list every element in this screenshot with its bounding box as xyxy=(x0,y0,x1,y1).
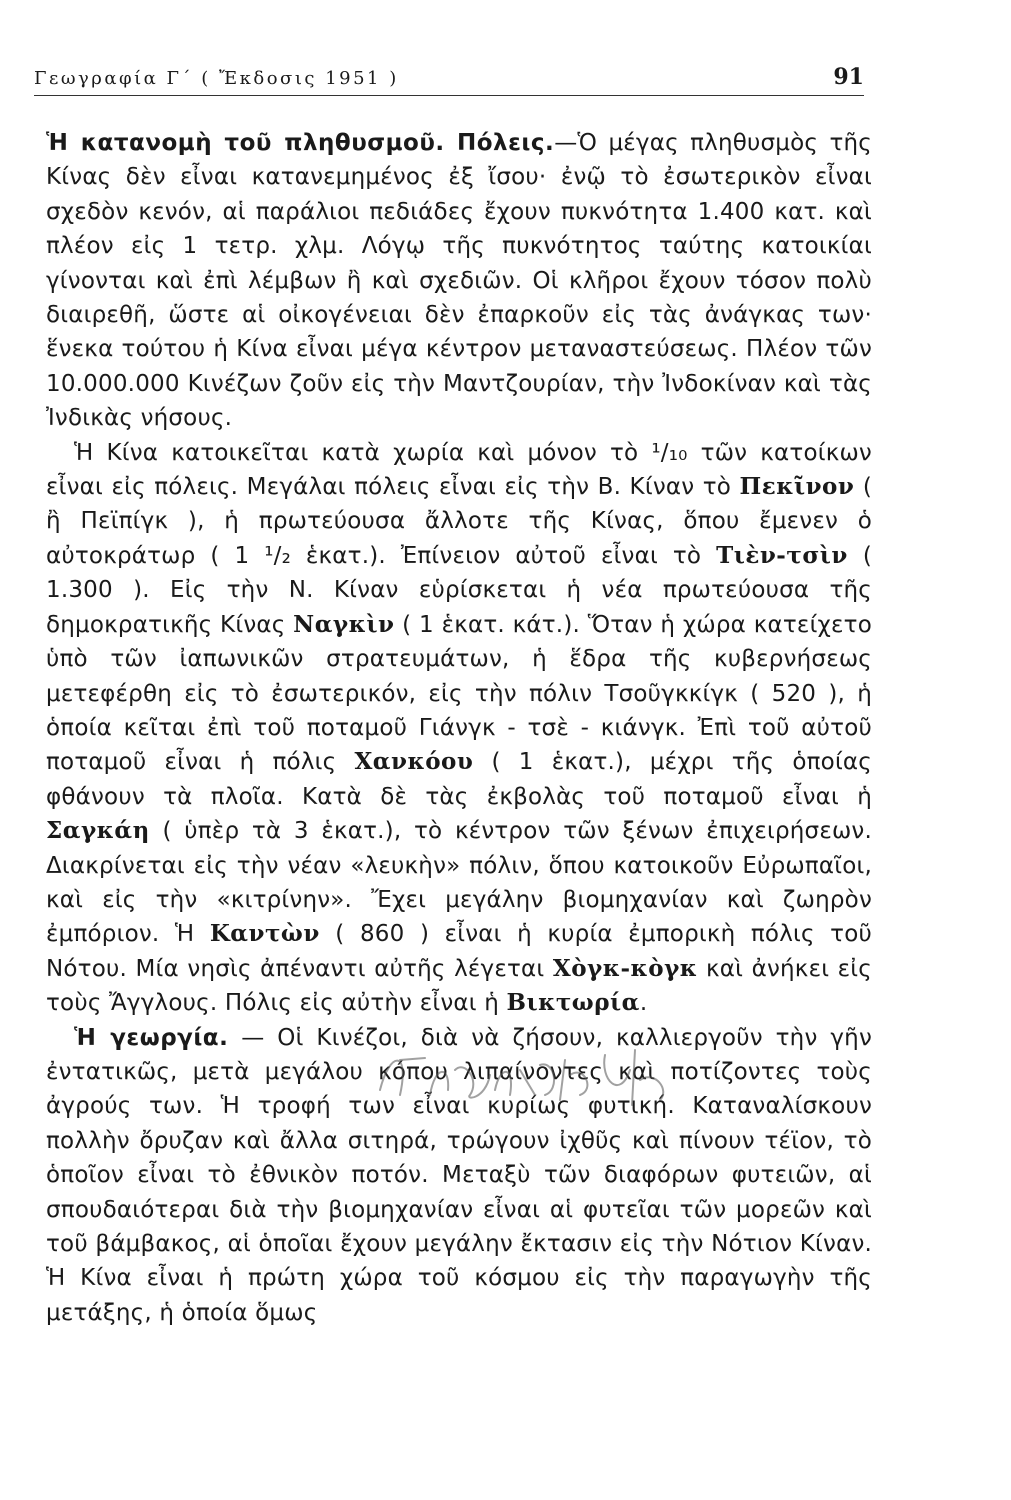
city-name-tientsin: Τιὲν-τσὶν xyxy=(716,541,848,569)
paragraph-text: —Ὁ μέγας πληθυσμὸς τῆς Κίνας δὲν εἶναι κατανεμημένος ἐξ ἴσου· ἐνῷ τὸ ἐσωτερικὸν εἶναι σχεδὸν κενόν, αἱ παράλιοι πεδιάδες ἔχουν πυκνότητα 1.400 κατ. καὶ πλέον εἰς 1 τετρ. χλμ. Λόγῳ τῆς πυκνότητος ταύτης κατοικίαι γίνονται καὶ ἐπὶ λέμβων ἢ καὶ σχεδιῶν. Οἱ κλῆροι ἔχουν τόσον πολὺ διαιρεθῆ, ὥστε αἱ οἰκογένειαι δὲν ἐπαρκοῦν εἰς τὰς ἀνάγκας των· ἕνεκα τούτου ἡ Κίνα εἶναι μέγα κέντρον μεταναστεύσεως. Πλέον τῶν 10.000.000 Κινέζων ζοῦν εἰς τὴν Μαντζουρίαν, τὴν Ἰνδοκίναν καὶ τὰς Ἰνδικὰς νήσους. xyxy=(46,130,872,432)
paragraph-text: ( ὑπὲρ τὰ 3 ἑκατ.), τὸ κέντρον τῶν ξένων ἐπιχειρήσεων. Διακρίνεται εἰς τὴν νέαν «λευκὴν» πόλιν, ὅπου κατοικοῦν Εὐρωπαῖοι, καὶ εἰς τὴν «κιτρίνην». Ἔχει μεγάλην βιομηχανίαν καὶ ζωηρὸν ἐμπόριον. Ἡ xyxy=(46,818,872,948)
paragraph-cities xyxy=(46,436,872,1021)
paragraph-text: ( 860 ) εἶναι ἡ κυρία ἐμπορικὴ πόλις τοῦ Νότου. Μία νησὶς ἀπέναντι αὐτῆς λέγεται xyxy=(46,921,873,982)
body-text xyxy=(46,126,872,1330)
section-heading-population: Ἡ κατανομὴ τοῦ πληθυσμοῦ. Πόλεις. xyxy=(46,130,555,156)
city-name-shanghai: Σαγκάη xyxy=(46,817,150,845)
paragraph-text: ( 1.300 ). Εἰς τὴν Ν. Κίναν εὑρίσκεται ἡ νέα πρωτεύουσα τῆς δημοκρατικῆς Κίνας xyxy=(46,542,872,638)
city-name-peking: Πεκῖνον xyxy=(739,473,855,501)
paragraph-text: ( 1 ἑκατ. κάτ.). Ὅταν ἡ χώρα κατείχετο ὑπὸ τῶν ἰαπωνικῶν στρατευμάτων, ἡ ἕδρα τῆς κυβερνήσεως μετεφέρθη εἰς τὸ ἐσωτερικόν, εἰς τὴν πόλιν Τσοῦγκκίγκ ( 520 ), ἡ ὁποία κεῖται ἐπὶ τοῦ ποταμοῦ Γιάνγκ - τσὲ - κιάνγκ. Ἐπὶ τοῦ αὐτοῦ ποταμοῦ εἶναι ἡ πόλις xyxy=(46,611,872,776)
paragraph-text: Ἡ Κίνα κατοικεῖται κατὰ χωρία καὶ μόνον τὸ ¹/₁₀ τῶν κατοίκων εἶναι εἰς πόλεις. Μεγάλαι πόλεις εἶναι εἰς τὴν Β. Κίναν τὸ xyxy=(46,439,872,501)
paragraph-text: ( 1 ἑκατ.), μέχρι τῆς ὁποίας φθάνουν τὰ πλοῖα. Κατὰ δὲ τὰς ἐκβολὰς τοῦ ποταμοῦ εἶναι ἡ xyxy=(46,749,872,810)
paragraph-text: — Οἱ Κινέζοι, διὰ νὰ ζήσουν, καλλιεργοῦν τὴν γῆν ἐντατικῶς, μετὰ μεγάλου κόπου λιπαίνοντες καὶ ποτίζοντες τοὺς ἀγρούς των. Ἡ τροφή των εἶναι κυρίως φυτική. Καταναλίσκουν πολλὴν ὄρυζαν καὶ ἄλλα σιτηρά, τρώγουν ἰχθῦς καὶ πίνουν τέϊον, τὸ ὁποῖον εἶναι τὸ ἐθνικὸν ποτόν. Μεταξὺ τῶν διαφόρων φυτειῶν, αἱ σπουδαιότεραι διὰ τὴν βιομηχανίαν εἶναι αἱ φυτεῖαι τῶν μορεῶν καὶ τοῦ βάμβακος, αἱ ὁποῖαι ἔχουν μεγάλην ἔκτασιν εἰς τὴν Νότιον Κίναν. Ἡ Κίνα εἶναι ἡ πρώτη χώρα τοῦ κόσμου εἰς τὴν παραγωγὴν τῆς μετάξης, ἡ ὁποία ὅμως xyxy=(46,1024,872,1326)
paragraph-population xyxy=(46,126,872,436)
running-title: Γεωγραφία Γ΄ ( Ἔκδοσις 1951 ) xyxy=(34,68,399,89)
paragraph-agriculture xyxy=(46,1021,872,1331)
paragraph-text: καὶ ἀνήκει εἰς τοὺς Ἄγγλους. Πόλις εἰς αὐτὴν εἶναι ἡ xyxy=(46,955,872,1017)
city-name-hankow: Χανκόου xyxy=(354,748,474,776)
section-heading-agriculture: Ἡ γεωργία. xyxy=(74,1024,229,1051)
city-name-canton: Καντὼν xyxy=(209,920,320,948)
city-name-victoria: Βικτωρία xyxy=(506,989,640,1017)
city-name-nanking: Ναγκὶν xyxy=(293,610,395,638)
paragraph-text: ( ἢ Πεϊπίγκ ), ἡ πρωτεύουσα ἄλλοτε τῆς Κίνας, ὅπου ἔμενεν ὁ αὐτοκράτωρ ( 1 ¹/₂ ἑκατ.). Ἐπίνειον αὐτοῦ εἶναι τὸ xyxy=(46,474,872,569)
paragraph-text: . xyxy=(639,990,648,1017)
city-name-hongkong: Χὸγκ-κὸγκ xyxy=(552,954,698,982)
page-header xyxy=(34,64,864,96)
page-number: 91 xyxy=(833,64,864,90)
